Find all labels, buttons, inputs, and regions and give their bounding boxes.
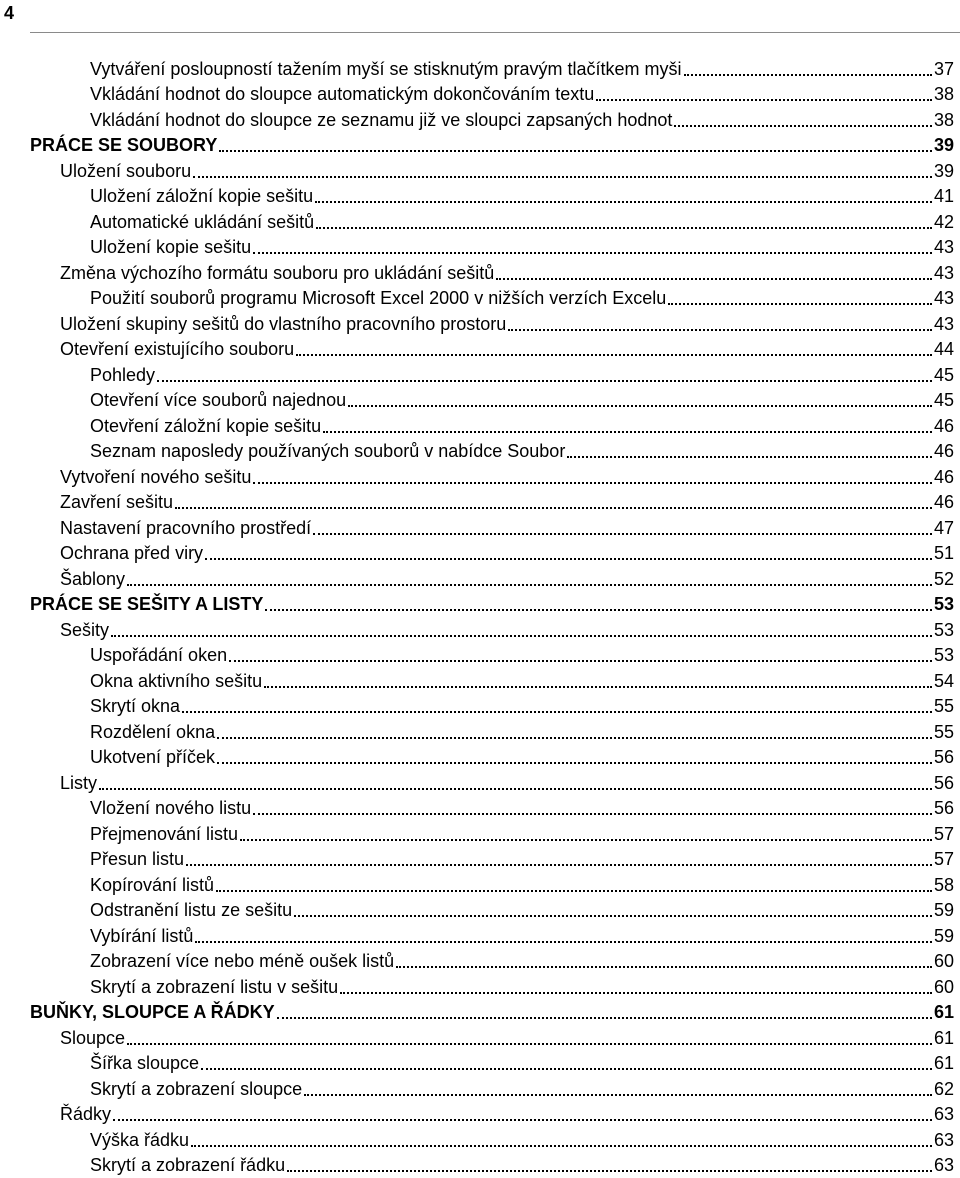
toc-entry <box>0 413 960 439</box>
toc-entry-page-number: 61 <box>934 1052 954 1074</box>
toc-entry <box>0 133 960 159</box>
toc-dot-leader <box>127 1025 932 1045</box>
toc-dot-leader <box>216 872 932 892</box>
toc-dot-leader <box>596 81 932 101</box>
toc-entry <box>0 1076 960 1102</box>
toc-dot-leader <box>348 387 932 407</box>
toc-entry-title: Uložení kopie sešitu <box>90 236 251 258</box>
toc-dot-leader <box>396 948 932 968</box>
toc-entry-page-number: 38 <box>934 83 954 105</box>
toc-entry-page-number: 46 <box>934 466 954 488</box>
toc-dot-leader <box>294 897 932 917</box>
toc-entry <box>0 362 960 388</box>
toc-entry <box>0 337 960 363</box>
header-rule <box>30 32 960 33</box>
toc-entry <box>0 668 960 694</box>
toc-entry <box>0 388 960 414</box>
toc-entry-page-number: 46 <box>934 491 954 513</box>
toc-dot-leader <box>201 1050 932 1070</box>
toc-dot-leader <box>265 591 932 611</box>
toc-dot-leader <box>304 1076 932 1096</box>
toc-entry <box>0 694 960 720</box>
toc-dot-leader <box>217 719 932 739</box>
toc-entry-title: Uložení skupiny sešitů do vlastního pracovního prostoru <box>60 313 506 335</box>
toc-entry-page-number: 51 <box>934 542 954 564</box>
toc-entry-title: Otevření existujícího souboru <box>60 338 294 360</box>
toc-dot-leader <box>277 999 932 1019</box>
toc-entry-page-number: 38 <box>934 109 954 131</box>
toc-dot-leader <box>340 974 932 994</box>
toc-entry-page-number: 43 <box>934 236 954 258</box>
toc-entry <box>0 184 960 210</box>
toc-dot-leader <box>229 642 932 662</box>
toc-dot-leader <box>113 1101 932 1121</box>
toc-dot-leader <box>182 693 932 713</box>
toc-entry-title: Ukotvení příček <box>90 746 215 768</box>
toc-entry <box>0 515 960 541</box>
toc-entry <box>0 974 960 1000</box>
toc-entry <box>0 719 960 745</box>
toc-entry-page-number: 57 <box>934 848 954 870</box>
toc-entry <box>0 1102 960 1128</box>
toc-entry <box>0 1127 960 1153</box>
toc-entry-page-number: 37 <box>934 58 954 80</box>
table-of-contents <box>0 56 960 1178</box>
toc-entry <box>0 464 960 490</box>
toc-entry <box>0 592 960 618</box>
toc-entry-page-number: 63 <box>934 1154 954 1176</box>
toc-entry <box>0 311 960 337</box>
toc-entry-title: Seznam naposledy používaných souborů v nabídce Soubor <box>90 440 565 462</box>
toc-entry-page-number: 39 <box>934 134 954 156</box>
toc-entry-page-number: 42 <box>934 211 954 233</box>
toc-dot-leader <box>193 158 932 178</box>
toc-dot-leader <box>684 56 932 76</box>
toc-dot-leader <box>287 1152 932 1172</box>
toc-entry-page-number: 53 <box>934 593 954 615</box>
toc-entry-title: Pohledy <box>90 364 155 386</box>
toc-entry-page-number: 60 <box>934 950 954 972</box>
toc-entry-title: Šířka sloupce <box>90 1052 199 1074</box>
toc-entry-title: Odstranění listu ze sešitu <box>90 899 292 921</box>
toc-entry <box>0 1025 960 1051</box>
toc-entry-title: Přejmenování listu <box>90 823 238 845</box>
toc-entry-page-number: 39 <box>934 160 954 182</box>
toc-entry-page-number: 58 <box>934 874 954 896</box>
toc-dot-leader <box>111 617 932 637</box>
toc-entry-title: Zavření sešitu <box>60 491 173 513</box>
toc-entry-page-number: 53 <box>934 644 954 666</box>
toc-entry <box>0 490 960 516</box>
toc-entry <box>0 209 960 235</box>
toc-dot-leader <box>264 668 932 688</box>
toc-entry-page-number: 54 <box>934 670 954 692</box>
toc-entry <box>0 1153 960 1178</box>
toc-entry-page-number: 61 <box>934 1027 954 1049</box>
toc-dot-leader <box>508 311 932 331</box>
toc-entry-title: Skrytí a zobrazení sloupce <box>90 1078 302 1100</box>
toc-entry-title: Otevření více souborů najednou <box>90 389 346 411</box>
toc-dot-leader <box>253 234 932 254</box>
toc-entry-page-number: 45 <box>934 389 954 411</box>
toc-entry <box>0 796 960 822</box>
toc-entry <box>0 566 960 592</box>
toc-entry-page-number: 61 <box>934 1001 954 1023</box>
toc-dot-leader <box>240 821 932 841</box>
toc-dot-leader <box>315 183 932 203</box>
toc-entry-title: Vybírání listů <box>90 925 193 947</box>
toc-entry-title: Skrytí okna <box>90 695 180 717</box>
toc-entry-title: Nastavení pracovního prostředí <box>60 517 311 539</box>
toc-entry <box>0 847 960 873</box>
toc-entry-page-number: 55 <box>934 721 954 743</box>
toc-entry <box>0 158 960 184</box>
toc-entry-page-number: 47 <box>934 517 954 539</box>
toc-entry <box>0 82 960 108</box>
toc-dot-leader <box>296 336 932 356</box>
toc-entry-page-number: 41 <box>934 185 954 207</box>
toc-entry-page-number: 46 <box>934 415 954 437</box>
page-number: 4 <box>4 2 14 24</box>
toc-entry-page-number: 55 <box>934 695 954 717</box>
toc-entry-page-number: 56 <box>934 797 954 819</box>
toc-entry-page-number: 43 <box>934 287 954 309</box>
toc-entry <box>0 107 960 133</box>
toc-entry-title: Ochrana před viry <box>60 542 203 564</box>
toc-entry <box>0 1051 960 1077</box>
toc-dot-leader <box>496 260 932 280</box>
toc-entry-title: Vytvoření nového sešitu <box>60 466 251 488</box>
toc-entry <box>0 949 960 975</box>
toc-dot-leader <box>323 413 932 433</box>
toc-entry-title: Vložení nového listu <box>90 797 251 819</box>
toc-entry-title: BUŇKY, SLOUPCE A ŘÁDKY <box>30 1001 275 1023</box>
toc-dot-leader <box>175 489 932 509</box>
toc-dot-leader <box>195 923 932 943</box>
toc-entry-title: Automatické ukládání sešitů <box>90 211 314 233</box>
toc-entry <box>0 56 960 82</box>
toc-dot-leader <box>205 540 932 560</box>
toc-entry-title: Skrytí a zobrazení listu v sešitu <box>90 976 338 998</box>
toc-entry <box>0 235 960 261</box>
toc-dot-leader <box>253 464 932 484</box>
toc-entry <box>0 898 960 924</box>
toc-entry-title: Skrytí a zobrazení řádku <box>90 1154 285 1176</box>
toc-entry-title: PRÁCE SE SOUBORY <box>30 134 217 156</box>
toc-entry <box>0 821 960 847</box>
toc-entry-title: Rozdělení okna <box>90 721 215 743</box>
toc-entry-title: Přesun listu <box>90 848 184 870</box>
toc-entry-page-number: 63 <box>934 1129 954 1151</box>
toc-entry-title: Otevření záložní kopie sešitu <box>90 415 321 437</box>
toc-entry-page-number: 60 <box>934 976 954 998</box>
toc-entry <box>0 923 960 949</box>
toc-dot-leader <box>99 770 932 790</box>
toc-entry-title: Vkládání hodnot do sloupce automatickým dokončováním textu <box>90 83 594 105</box>
toc-entry-title: PRÁCE SE SEŠITY A LISTY <box>30 593 263 615</box>
toc-entry-page-number: 59 <box>934 899 954 921</box>
toc-entry-page-number: 56 <box>934 772 954 794</box>
toc-entry-title: Uložení souboru <box>60 160 191 182</box>
toc-entry-title: Uspořádání oken <box>90 644 227 666</box>
toc-entry-title: Sloupce <box>60 1027 125 1049</box>
toc-entry-page-number: 63 <box>934 1103 954 1125</box>
toc-entry-title: Řádky <box>60 1103 111 1125</box>
toc-dot-leader <box>127 566 932 586</box>
toc-entry <box>0 745 960 771</box>
toc-entry-title: Kopírování listů <box>90 874 214 896</box>
toc-entry-page-number: 56 <box>934 746 954 768</box>
toc-entry-page-number: 46 <box>934 440 954 462</box>
toc-entry-page-number: 57 <box>934 823 954 845</box>
toc-entry-page-number: 43 <box>934 313 954 335</box>
toc-entry-title: Zobrazení více nebo méně oušek listů <box>90 950 394 972</box>
toc-dot-leader <box>217 744 932 764</box>
toc-entry-title: Výška řádku <box>90 1129 189 1151</box>
toc-entry <box>0 617 960 643</box>
toc-entry-title: Změna výchozího formátu souboru pro ukládání sešitů <box>60 262 494 284</box>
toc-entry <box>0 1000 960 1026</box>
toc-entry-title: Uložení záložní kopie sešitu <box>90 185 313 207</box>
toc-dot-leader <box>186 846 932 866</box>
toc-dot-leader <box>253 795 932 815</box>
toc-entry-title: Použití souborů programu Microsoft Excel 2000 v nižších verzích Excelu <box>90 287 666 309</box>
toc-entry-page-number: 62 <box>934 1078 954 1100</box>
toc-entry-page-number: 43 <box>934 262 954 284</box>
toc-entry-title: Šablony <box>60 568 125 590</box>
toc-dot-leader <box>313 515 932 535</box>
toc-entry-title: Okna aktivního sešitu <box>90 670 262 692</box>
toc-dot-leader <box>316 209 932 229</box>
toc-entry-page-number: 52 <box>934 568 954 590</box>
toc-entry-page-number: 44 <box>934 338 954 360</box>
toc-entry-page-number: 45 <box>934 364 954 386</box>
toc-entry <box>0 286 960 312</box>
toc-entry <box>0 872 960 898</box>
toc-dot-leader <box>157 362 932 382</box>
toc-entry-page-number: 59 <box>934 925 954 947</box>
toc-dot-leader <box>191 1127 932 1147</box>
toc-entry-title: Vytváření posloupností tažením myší se stisknutým pravým tlačítkem myši <box>90 58 682 80</box>
toc-entry <box>0 770 960 796</box>
toc-entry <box>0 439 960 465</box>
toc-dot-leader <box>567 438 932 458</box>
toc-entry-title: Listy <box>60 772 97 794</box>
toc-dot-leader <box>674 107 932 127</box>
toc-dot-leader <box>668 285 932 305</box>
toc-entry <box>0 260 960 286</box>
toc-entry-title: Sešity <box>60 619 109 641</box>
toc-entry <box>0 541 960 567</box>
toc-entry-page-number: 53 <box>934 619 954 641</box>
toc-dot-leader <box>219 132 932 152</box>
toc-entry <box>0 643 960 669</box>
toc-entry-title: Vkládání hodnot do sloupce ze seznamu již ve sloupci zapsaných hodnot <box>90 109 672 131</box>
